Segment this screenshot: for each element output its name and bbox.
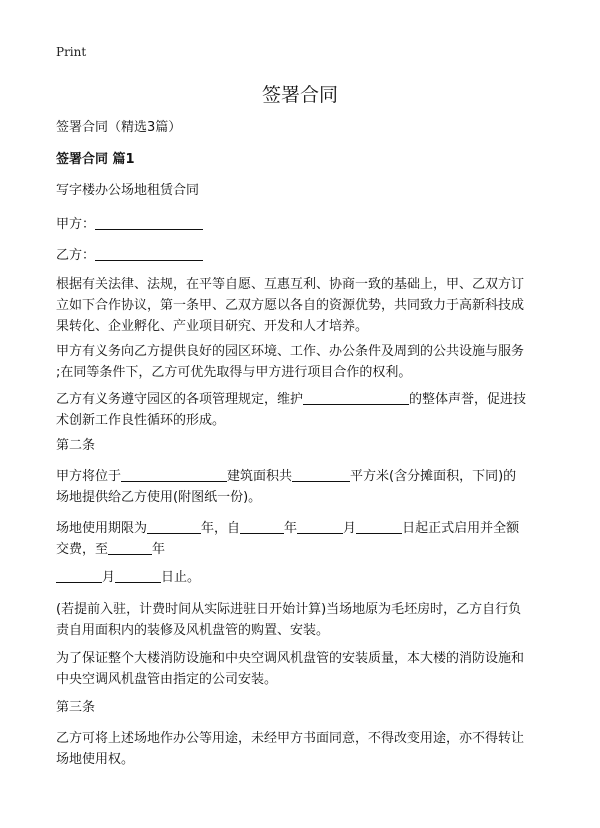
text-segment: 年，自: [201, 521, 241, 536]
text-segment: 的整体声誉，促进技: [409, 392, 527, 407]
text-segment: 年: [284, 521, 298, 536]
party-a-label: 甲方：: [56, 217, 96, 232]
article-three-heading: 第三条: [56, 700, 96, 715]
text-segment: 甲方将位于: [56, 469, 122, 484]
text-segment: 乙方有义务遵守园区的各项管理规定，维护: [56, 392, 304, 407]
party-b-blank: [95, 246, 203, 261]
end-day-blank: [115, 568, 161, 583]
paragraph-usage: [56, 728, 548, 770]
paragraph-line: 中央空调风机盘管由指定的公司安装。: [56, 672, 278, 687]
subtitle: 签署合同（精选3篇）: [56, 120, 182, 135]
paragraph-line: [56, 389, 548, 410]
paragraph-line: (若提前入驻，计费时间从实际进驻日开始计算)当场地原为毛坯房时，乙方自行负: [56, 602, 522, 617]
paragraph-cooperation: [56, 274, 548, 337]
paragraph-line: ;在同等条件下，乙方可优先取得与甲方进行项目合作的权利。: [56, 365, 412, 380]
text-segment: 日止。: [161, 570, 201, 585]
paragraph-party-b-duty: [56, 389, 548, 431]
location-blank: [121, 467, 227, 482]
contract-name: 写字楼办公场地租赁合同: [56, 183, 200, 198]
start-day-blank: [356, 519, 402, 534]
paragraph-site-location: [56, 466, 548, 508]
text-segment: 月: [102, 570, 116, 585]
term-years-blank: [147, 519, 201, 534]
paragraph-line: 甲方有义务向乙方提供良好的园区环境、工作、办公条件及周到的公共设施与服务: [56, 344, 525, 359]
page-title: 签署合同: [261, 84, 338, 106]
start-year-blank: [240, 519, 284, 534]
party-a-line: [56, 215, 203, 233]
paragraph-line: 责自用面积内的装修及风机盘管的购置、安装。: [56, 623, 330, 638]
start-month-blank: [297, 519, 343, 534]
end-year-blank: [108, 540, 152, 555]
paragraph-line: 场地提供给乙方使用(附图纸一份)。: [56, 490, 262, 505]
print-link[interactable]: Print: [56, 45, 87, 59]
paragraph-party-a-duty: [56, 341, 548, 383]
paragraph-line: [56, 539, 548, 560]
paragraph-line: 乙方可将上述场地作办公等用途，未经甲方书面同意，不得改变用途，亦不得转让: [56, 731, 525, 746]
paragraph-line: [56, 518, 548, 539]
paragraph-line: 果转化、企业孵化、产业项目研究、开发和人才培养。: [56, 319, 369, 334]
paragraph-end-date: [56, 567, 548, 588]
paragraph-line: 为了保证整个大楼消防设施和中央空调风机盘管的安装质量，本大楼的消防设施和: [56, 651, 525, 666]
paragraph-term: [56, 518, 548, 560]
party-a-blank: [95, 215, 203, 230]
paragraph-line: 场地使用权。: [56, 752, 135, 767]
text-segment: 年: [152, 542, 166, 557]
text-segment: 平方米(含分摊面积，下同)的: [350, 469, 517, 484]
park-name-blank: [303, 390, 409, 405]
text-segment: 交费，至: [56, 542, 109, 557]
area-blank: [292, 467, 350, 482]
paragraph-early-entry: [56, 599, 548, 641]
paragraph-line: 术创新工作良性循环的形成。: [56, 413, 226, 428]
text-segment: 场地使用期限为: [56, 521, 148, 536]
text-segment: 日起正式启用并全额: [402, 521, 520, 536]
paragraph-line: 根据有关法律、法规，在平等自愿、互惠互利、协商一致的基础上，甲、乙双方订: [56, 277, 525, 292]
paragraph-line: 立如下合作协议，第一条甲、乙双方愿以各自的资源优势，共同致力于高新科技成: [56, 298, 525, 313]
party-b-line: [56, 246, 203, 264]
text-segment: 建筑面积共: [227, 469, 293, 484]
end-month-blank: [56, 568, 102, 583]
party-b-label: 乙方：: [56, 248, 96, 263]
paragraph-installation: [56, 648, 548, 690]
section-heading: 签署合同 篇1: [56, 152, 135, 167]
paragraph-line: [56, 567, 548, 588]
paragraph-line: [56, 466, 548, 487]
article-two-heading: 第二条: [56, 438, 96, 453]
text-segment: 月: [343, 521, 357, 536]
